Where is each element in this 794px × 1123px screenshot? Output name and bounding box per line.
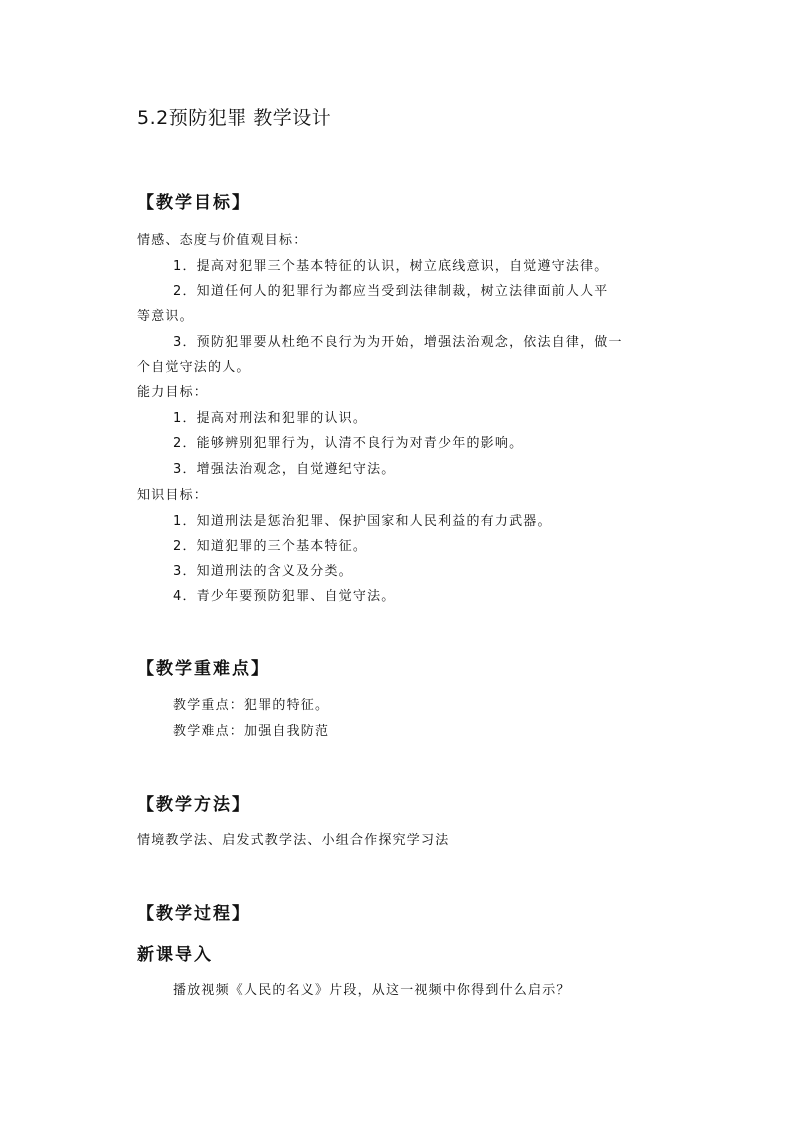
key-focus: 教学重点：犯罪的特征。 (173, 698, 330, 713)
knowledge-item: 2．知道犯罪的三个基本特征。 (173, 539, 368, 554)
knowledge-label: 知识目标： (137, 488, 209, 503)
intro-heading: 新课导入 (137, 945, 213, 965)
emotion-item: 1．提高对犯罪三个基本特征的认识，树立底线意识，自觉遵守法律。 (173, 259, 609, 274)
emotion-label: 情感、态度与价值观目标： (137, 233, 308, 248)
knowledge-item: 3．知道刑法的含义及分类。 (173, 564, 353, 579)
knowledge-item: 4．青少年要预防犯罪、自觉守法。 (173, 589, 396, 604)
ability-label: 能力目标： (137, 385, 209, 400)
ability-item: 3．增强法治观念，自觉遵纪守法。 (173, 462, 396, 477)
key-difficulty: 教学难点：加强自我防范 (173, 724, 330, 739)
objectives-heading: 【教学目标】 (137, 193, 251, 213)
methods-heading: 【教学方法】 (137, 795, 251, 815)
intro-text: 播放视频《人民的名义》片段，从这一视频中你得到什么启示？ (173, 983, 571, 998)
document-title: 5.2预防犯罪 教学设计 (137, 107, 332, 129)
methods-text: 情境教学法、启发式教学法、小组合作探究学习法 (137, 833, 450, 848)
emotion-item: 2．知道任何人的犯罪行为都应当受到法律制裁，树立法律面前人人平 (173, 284, 609, 299)
ability-item: 1．提高对刑法和犯罪的认识。 (173, 411, 368, 426)
emotion-item: 个自觉守法的人。 (137, 360, 251, 375)
process-heading: 【教学过程】 (137, 904, 251, 924)
ability-item: 2．能够辨别犯罪行为，认清不良行为对青少年的影响。 (173, 436, 524, 451)
key-points-heading: 【教学重难点】 (137, 659, 270, 679)
emotion-item: 等意识。 (137, 309, 194, 324)
knowledge-item: 1．知道刑法是惩治犯罪、保护国家和人民利益的有力武器。 (173, 514, 552, 529)
emotion-item: 3．预防犯罪要从杜绝不良行为为开始，增强法治观念，依法自律，做一 (173, 335, 623, 350)
